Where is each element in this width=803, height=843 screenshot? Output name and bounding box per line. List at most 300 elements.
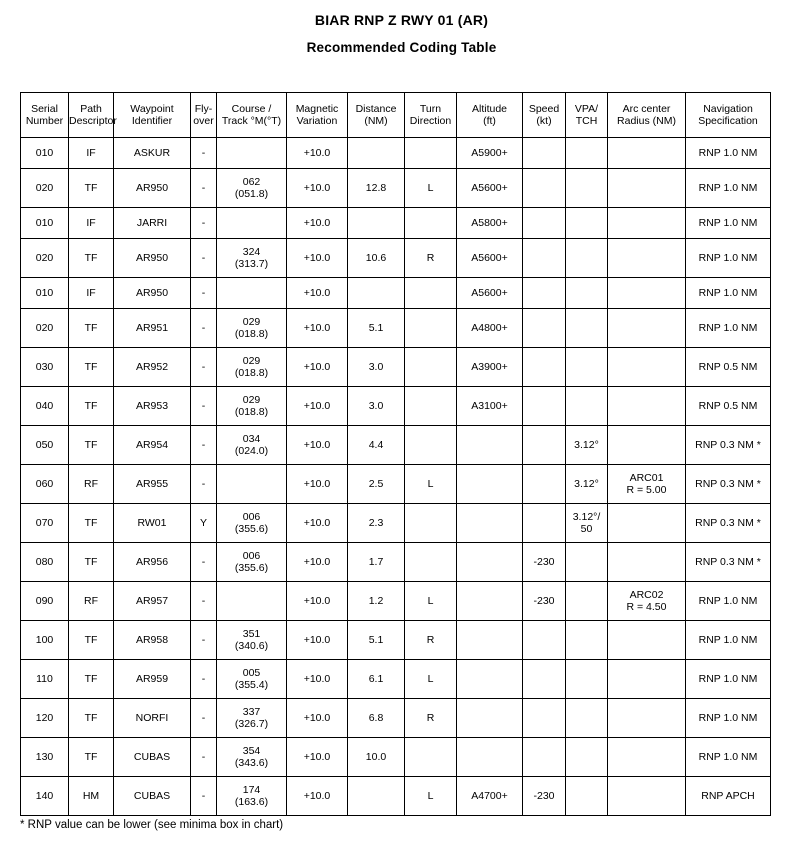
cell-distance (348, 239, 405, 278)
cell-turn (405, 278, 457, 309)
cell-line: TF (84, 711, 98, 724)
cell-line: RNP 0.3 NM * (695, 438, 761, 451)
cell-line: RNP 0.3 NM * (695, 555, 761, 568)
cell-arc (608, 348, 686, 387)
column-header-line: Fly- (194, 102, 213, 115)
cell-path (69, 543, 114, 582)
table-row (21, 543, 771, 582)
cell-line: 100 (35, 633, 54, 646)
cell-speed (523, 660, 566, 699)
cell-line: 030 (35, 360, 54, 373)
cell-line: RNP 1.0 NM (698, 146, 758, 159)
column-header-line: VPA/ (574, 102, 599, 115)
cell-flyover (191, 387, 217, 426)
table-row (21, 387, 771, 426)
cell-serial (21, 582, 69, 621)
cell-flyover (191, 660, 217, 699)
cell-serial (21, 278, 69, 309)
cell-line: RNP 1.0 NM (698, 672, 758, 685)
cell-line: AR956 (135, 555, 169, 568)
cell-line: 140 (35, 789, 54, 802)
cell-vpa (566, 660, 608, 699)
cell-navspec (686, 348, 771, 387)
cell-path (69, 169, 114, 208)
cell-turn (405, 348, 457, 387)
cell-arc (608, 208, 686, 239)
cell-line: +10.0 (303, 672, 331, 685)
page-title: BIAR RNP Z RWY 01 (AR) (314, 12, 489, 28)
cell-turn (405, 699, 457, 738)
cell-line: HM (82, 789, 100, 802)
cell-turn (405, 777, 457, 816)
cell-arc (608, 169, 686, 208)
cell-altitude (457, 239, 523, 278)
cell-course (217, 582, 287, 621)
cell-course (217, 348, 287, 387)
cell-line: L (427, 789, 434, 802)
cell-vpa (566, 169, 608, 208)
cell-line: AR959 (135, 672, 169, 685)
cell-line: RNP 0.3 NM * (695, 516, 761, 529)
column-header-line: Descriptor (69, 115, 117, 127)
cell-line: (018.8) (234, 406, 269, 418)
column-header-speed (523, 93, 566, 138)
cell-distance (348, 543, 405, 582)
cell-line: (355.6) (234, 562, 269, 574)
cell-line: RNP 1.0 NM (698, 594, 758, 607)
cell-magvar (287, 504, 348, 543)
cell-path (69, 582, 114, 621)
cell-line: 040 (35, 399, 54, 412)
cell-speed (523, 169, 566, 208)
cell-line: A5600+ (471, 286, 508, 299)
cell-line: - (201, 672, 206, 685)
cell-course (217, 426, 287, 465)
cell-arc (608, 465, 686, 504)
cell-waypoint (114, 426, 191, 465)
column-header-line: Turn (419, 102, 442, 115)
cell-distance (348, 278, 405, 309)
cell-distance (348, 208, 405, 239)
cell-altitude (457, 169, 523, 208)
header-row (21, 93, 771, 138)
cell-path (69, 660, 114, 699)
column-header-line: Identifier (131, 115, 173, 127)
cell-altitude (457, 699, 523, 738)
column-header-line: (kt) (536, 115, 552, 127)
cell-path (69, 387, 114, 426)
cell-line: RNP 1.0 NM (698, 633, 758, 646)
column-header-line: Altitude (471, 102, 508, 115)
cell-magvar (287, 543, 348, 582)
cell-line: (051.8) (234, 188, 269, 200)
cell-distance (348, 660, 405, 699)
cell-flyover (191, 169, 217, 208)
cell-line: TF (84, 399, 98, 412)
cell-distance (348, 699, 405, 738)
cell-waypoint (114, 348, 191, 387)
cell-serial (21, 543, 69, 582)
column-header-altitude (457, 93, 523, 138)
cell-line: - (201, 321, 206, 334)
cell-waypoint (114, 777, 191, 816)
cell-line: 029 (242, 315, 261, 328)
table-row (21, 465, 771, 504)
cell-vpa (566, 777, 608, 816)
cell-navspec (686, 138, 771, 169)
cell-vpa (566, 465, 608, 504)
cell-flyover (191, 621, 217, 660)
cell-altitude (457, 387, 523, 426)
cell-line: TF (84, 750, 98, 763)
cell-waypoint (114, 169, 191, 208)
cell-line: AR950 (135, 181, 169, 194)
cell-navspec (686, 208, 771, 239)
cell-path (69, 278, 114, 309)
cell-line: (163.6) (234, 796, 269, 808)
cell-line: A5900+ (471, 146, 508, 159)
cell-arc (608, 738, 686, 777)
cell-waypoint (114, 138, 191, 169)
cell-line: A3900+ (471, 360, 508, 373)
cell-line: - (201, 438, 206, 451)
cell-line: - (201, 216, 206, 229)
column-header-line: Waypoint (130, 102, 174, 115)
cell-line: A4700+ (471, 789, 508, 802)
cell-line: - (201, 555, 206, 568)
cell-altitude (457, 582, 523, 621)
column-header-line: over (193, 115, 214, 127)
cell-line: 3.12° (574, 477, 599, 490)
cell-line: - (201, 181, 206, 194)
cell-line: -230 (533, 594, 555, 607)
cell-magvar (287, 387, 348, 426)
cell-line: -230 (533, 789, 555, 802)
cell-altitude (457, 543, 523, 582)
cell-line: (326.7) (234, 718, 269, 730)
cell-speed (523, 387, 566, 426)
cell-line: RF (84, 477, 98, 490)
cell-altitude (457, 504, 523, 543)
cell-waypoint (114, 387, 191, 426)
cell-navspec (686, 169, 771, 208)
cell-navspec (686, 582, 771, 621)
cell-serial (21, 239, 69, 278)
cell-line: A3100+ (471, 399, 508, 412)
cell-vpa (566, 426, 608, 465)
cell-line: Y (199, 516, 207, 529)
cell-altitude (457, 738, 523, 777)
cell-course (217, 504, 287, 543)
cell-waypoint (114, 738, 191, 777)
column-header-flyover (191, 93, 217, 138)
cell-speed (523, 208, 566, 239)
cell-turn (405, 169, 457, 208)
cell-line: R (426, 251, 435, 264)
cell-altitude (457, 660, 523, 699)
cell-speed (523, 239, 566, 278)
cell-turn (405, 387, 457, 426)
cell-line: +10.0 (303, 360, 331, 373)
cell-altitude (457, 348, 523, 387)
cell-serial (21, 621, 69, 660)
column-header-serial (21, 93, 69, 138)
table-row (21, 169, 771, 208)
cell-line: +10.0 (303, 181, 331, 194)
cell-line: L (427, 477, 434, 490)
cell-line: 029 (242, 393, 261, 406)
cell-magvar (287, 239, 348, 278)
cell-line: 062 (242, 175, 261, 188)
cell-line: +10.0 (303, 477, 331, 490)
cell-distance (348, 504, 405, 543)
cell-line: ARC02 (629, 588, 664, 601)
cell-line: RNP 0.5 NM (698, 360, 758, 373)
cell-waypoint (114, 465, 191, 504)
cell-vpa (566, 239, 608, 278)
cell-turn (405, 504, 457, 543)
column-header-line: TCH (575, 115, 598, 127)
cell-line: L (427, 594, 434, 607)
cell-line: 006 (242, 549, 261, 562)
cell-line: - (201, 789, 206, 802)
column-header-arc (608, 93, 686, 138)
cell-magvar (287, 777, 348, 816)
cell-vpa (566, 387, 608, 426)
cell-waypoint (114, 278, 191, 309)
cell-line: 034 (242, 432, 261, 445)
cell-line: A4800+ (471, 321, 508, 334)
coding-table-container (20, 92, 770, 816)
cell-line: 12.8 (365, 181, 387, 194)
cell-line: - (201, 750, 206, 763)
cell-line: +10.0 (303, 516, 331, 529)
cell-line: - (201, 711, 206, 724)
cell-path (69, 699, 114, 738)
cell-magvar (287, 138, 348, 169)
cell-magvar (287, 169, 348, 208)
cell-line: TF (84, 321, 98, 334)
cell-magvar (287, 348, 348, 387)
cell-arc (608, 699, 686, 738)
cell-magvar (287, 278, 348, 309)
cell-line: TF (84, 516, 98, 529)
cell-path (69, 348, 114, 387)
cell-path (69, 465, 114, 504)
cell-flyover (191, 777, 217, 816)
table-row (21, 621, 771, 660)
cell-line: 110 (36, 672, 53, 685)
cell-magvar (287, 621, 348, 660)
cell-distance (348, 426, 405, 465)
column-header-line: Distance (355, 102, 397, 115)
column-header-vpa (566, 93, 608, 138)
cell-line: 1.7 (368, 555, 384, 568)
cell-line: ARC01 (629, 471, 664, 484)
cell-line: +10.0 (303, 321, 331, 334)
cell-line: 354 (242, 744, 261, 757)
cell-arc (608, 138, 686, 169)
cell-line: AR950 (135, 286, 169, 299)
table-row (21, 660, 771, 699)
cell-line: 1.2 (368, 594, 384, 607)
table-row (21, 426, 771, 465)
cell-line: 010 (35, 216, 54, 229)
cell-course (217, 738, 287, 777)
cell-magvar (287, 738, 348, 777)
cell-line: +10.0 (303, 399, 331, 412)
cell-turn (405, 138, 457, 169)
cell-line: A5600+ (471, 251, 508, 264)
cell-serial (21, 777, 69, 816)
table-row (21, 738, 771, 777)
cell-waypoint (114, 504, 191, 543)
cell-course (217, 169, 287, 208)
cell-speed (523, 504, 566, 543)
cell-line: RW01 (137, 516, 167, 529)
cell-serial (21, 348, 69, 387)
cell-distance (348, 309, 405, 348)
cell-line: 4.4 (368, 438, 384, 451)
table-row (21, 504, 771, 543)
cell-distance (348, 582, 405, 621)
cell-line: RF (84, 594, 98, 607)
cell-course (217, 621, 287, 660)
cell-course (217, 777, 287, 816)
cell-course (217, 699, 287, 738)
cell-speed (523, 738, 566, 777)
cell-waypoint (114, 208, 191, 239)
cell-vpa (566, 621, 608, 660)
cell-altitude (457, 309, 523, 348)
column-header-distance (348, 93, 405, 138)
column-header-turn (405, 93, 457, 138)
cell-flyover (191, 465, 217, 504)
cell-arc (608, 278, 686, 309)
cell-line: 006 (242, 510, 261, 523)
table-row (21, 699, 771, 738)
column-header-line: (NM) (364, 115, 388, 127)
cell-path (69, 426, 114, 465)
cell-line: 060 (35, 477, 54, 490)
cell-line: (018.8) (234, 328, 269, 340)
column-header-line: Track °M(°T) (221, 115, 282, 127)
cell-line: +10.0 (303, 146, 331, 159)
cell-navspec (686, 699, 771, 738)
cell-navspec (686, 426, 771, 465)
cell-flyover (191, 208, 217, 239)
cell-magvar (287, 309, 348, 348)
cell-line: 2.5 (368, 477, 384, 490)
cell-line: TF (84, 360, 98, 373)
cell-line: IF (86, 286, 96, 299)
cell-line: AR957 (135, 594, 169, 607)
cell-path (69, 208, 114, 239)
cell-line: - (201, 594, 206, 607)
cell-line: AR951 (135, 321, 169, 334)
cell-line: 10.6 (365, 251, 387, 264)
column-header-navspec (686, 93, 771, 138)
cell-vpa (566, 348, 608, 387)
cell-speed (523, 465, 566, 504)
column-header-magvar (287, 93, 348, 138)
cell-arc (608, 309, 686, 348)
cell-arc (608, 621, 686, 660)
cell-line: 5.1 (368, 321, 384, 334)
column-header-line: (ft) (483, 115, 496, 127)
cell-navspec (686, 278, 771, 309)
cell-line: IF (86, 216, 96, 229)
cell-line: +10.0 (303, 711, 331, 724)
cell-navspec (686, 387, 771, 426)
cell-turn (405, 582, 457, 621)
cell-speed (523, 426, 566, 465)
cell-navspec (686, 309, 771, 348)
cell-line: 130 (35, 750, 54, 763)
cell-turn (405, 239, 457, 278)
cell-turn (405, 738, 457, 777)
cell-distance (348, 777, 405, 816)
table-row (21, 582, 771, 621)
cell-vpa (566, 278, 608, 309)
cell-line: (343.6) (234, 757, 269, 769)
cell-arc (608, 387, 686, 426)
cell-speed (523, 582, 566, 621)
cell-line: A5600+ (471, 181, 508, 194)
cell-course (217, 465, 287, 504)
cell-navspec (686, 543, 771, 582)
cell-speed (523, 777, 566, 816)
cell-line: +10.0 (303, 216, 331, 229)
cell-line: 50 (580, 523, 593, 535)
footnote: * RNP value can be lower (see minima box in chart) (20, 819, 284, 831)
cell-distance (348, 387, 405, 426)
cell-line: 020 (35, 181, 54, 194)
cell-line: 351 (242, 627, 261, 640)
table-row (21, 309, 771, 348)
cell-flyover (191, 426, 217, 465)
cell-waypoint (114, 543, 191, 582)
cell-distance (348, 621, 405, 660)
cell-vpa (566, 309, 608, 348)
cell-magvar (287, 699, 348, 738)
cell-line: +10.0 (303, 594, 331, 607)
coding-table (20, 92, 771, 816)
cell-serial (21, 426, 69, 465)
cell-speed (523, 348, 566, 387)
cell-line: 020 (35, 321, 54, 334)
cell-flyover (191, 582, 217, 621)
cell-path (69, 504, 114, 543)
cell-arc (608, 660, 686, 699)
cell-line: RNP 1.0 NM (698, 181, 758, 194)
cell-line: +10.0 (303, 789, 331, 802)
cell-arc (608, 426, 686, 465)
cell-arc (608, 504, 686, 543)
cell-altitude (457, 777, 523, 816)
table-body (21, 138, 771, 816)
cell-flyover (191, 738, 217, 777)
cell-course (217, 239, 287, 278)
cell-line: 090 (35, 594, 54, 607)
table-row (21, 138, 771, 169)
cell-line: 337 (242, 705, 261, 718)
cell-serial (21, 387, 69, 426)
cell-line: A5800+ (471, 216, 508, 229)
cell-waypoint (114, 239, 191, 278)
cell-line: L (427, 181, 434, 194)
cell-turn (405, 465, 457, 504)
